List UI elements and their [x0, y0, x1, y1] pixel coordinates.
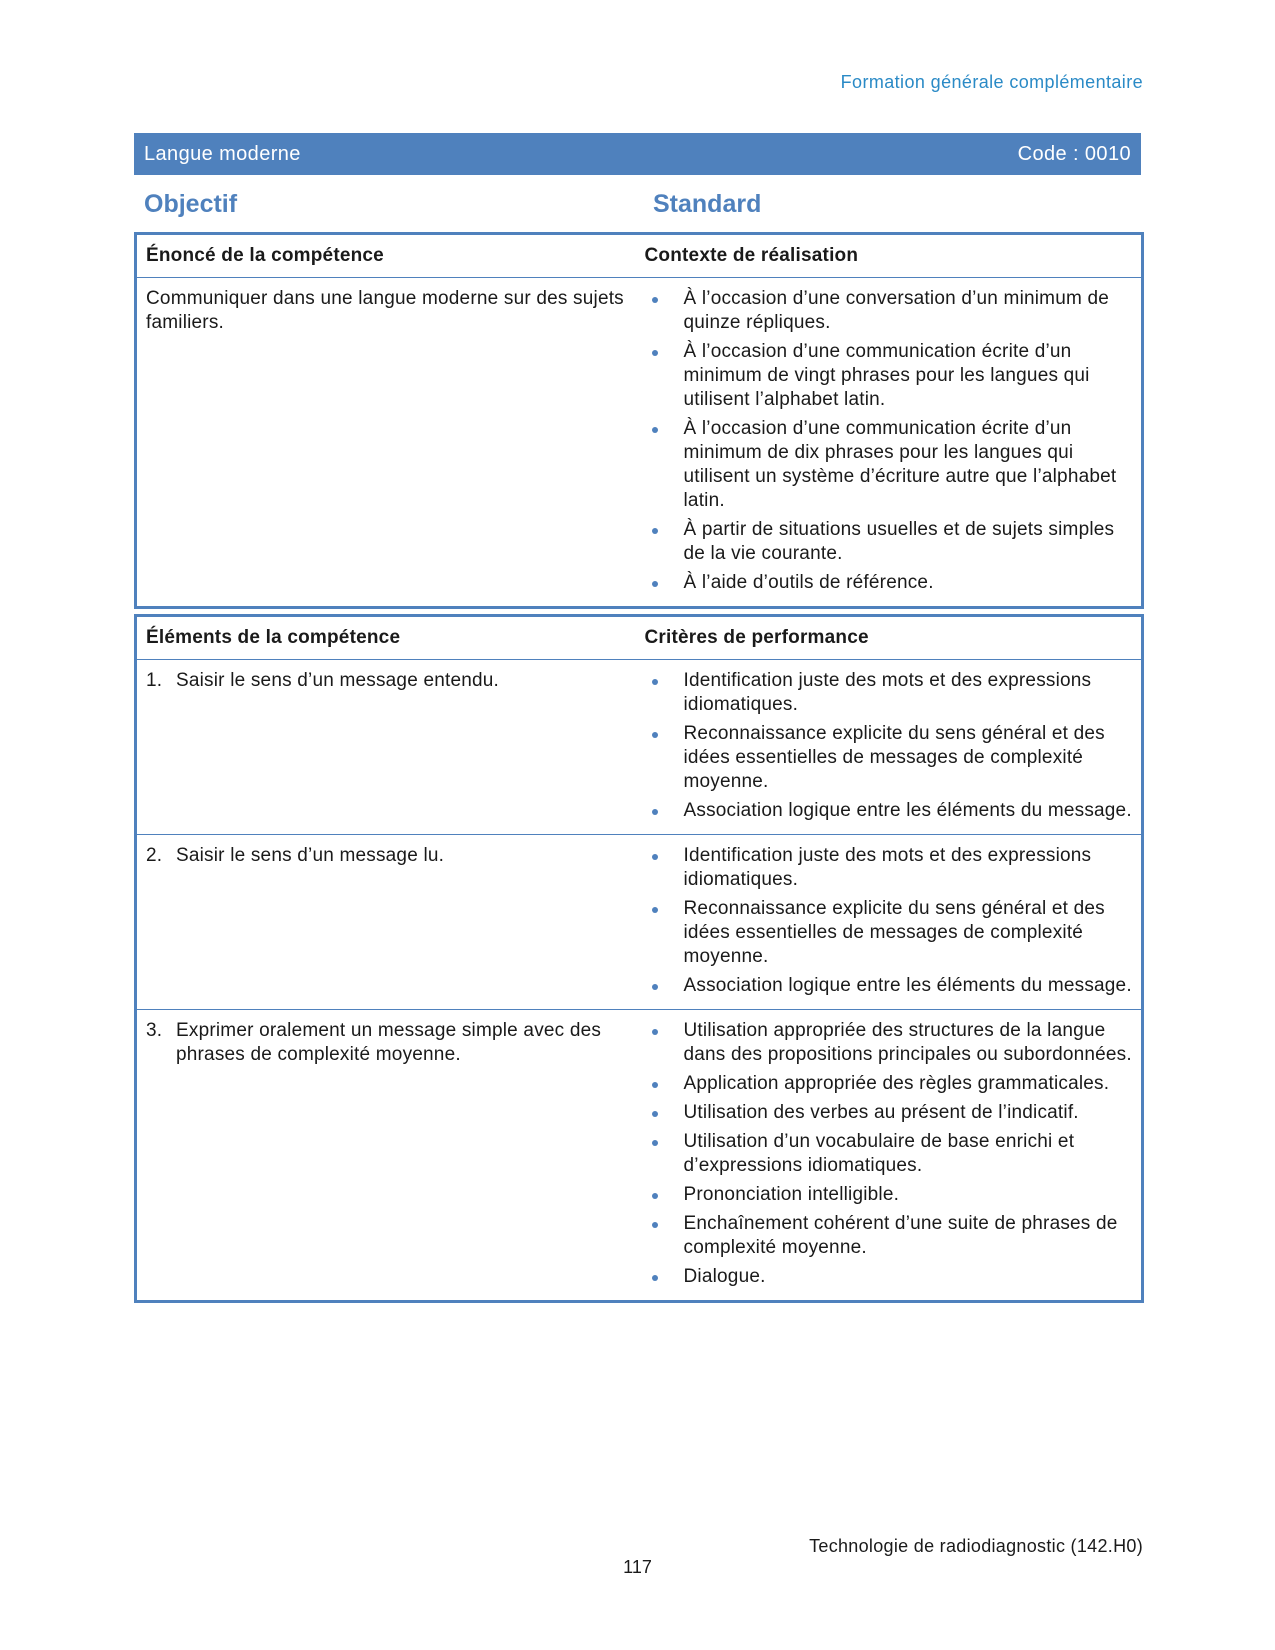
context-list — [645, 287, 1133, 595]
running-header: Formation générale complémentaire — [840, 72, 1143, 92]
footer-program: Technologie de radiodiagnostic (142.H0) — [809, 1536, 1143, 1556]
table-row — [136, 660, 1143, 835]
list-item: À l’occasion d’une communication écrite d’un minimum de dix phrases pour les langues qui utilisent un système d’écriture autre que l’alphabet latin. — [645, 417, 1133, 513]
list-item: Identification juste des mots et des expressions idiomatiques. — [645, 669, 1133, 717]
page-number: 117 — [623, 1557, 652, 1577]
criteria-list — [645, 1019, 1133, 1289]
list-item: À partir de situations usuelles et de sujets simples de la vie courante. — [645, 518, 1133, 566]
competency-elements-table — [134, 614, 1144, 1303]
list-item: Prononciation intelligible. — [645, 1183, 1133, 1207]
element-number: 1. — [146, 670, 163, 691]
list-item: Application appropriée des règles grammaticales. — [645, 1072, 1133, 1096]
competency-statement-table — [134, 232, 1144, 609]
list-item: Identification juste des mots et des expressions idiomatiques. — [645, 844, 1133, 892]
element-cell — [136, 1010, 636, 1302]
course-banner — [134, 133, 1141, 175]
element-text: Saisir le sens d’un message lu. — [176, 845, 445, 866]
list-item: Association logique entre les éléments du message. — [645, 799, 1133, 823]
table-row — [136, 835, 1143, 1010]
criteria-cell — [636, 660, 1143, 835]
list-item: Utilisation appropriée des structures de la langue dans des propositions principales ou subordonnées. — [645, 1019, 1133, 1067]
criteria-cell — [636, 835, 1143, 1010]
section-titles — [134, 190, 1141, 224]
element-cell — [136, 660, 636, 835]
list-item: Utilisation des verbes au présent de l’indicatif. — [645, 1101, 1133, 1125]
context-header: Contexte de réalisation — [636, 234, 1143, 278]
list-item: Dialogue. — [645, 1265, 1133, 1289]
element-cell — [136, 835, 636, 1010]
criteria-cell — [636, 1010, 1143, 1302]
list-item: Association logique entre les éléments du message. — [645, 974, 1133, 998]
element-number: 3. — [146, 1020, 163, 1041]
statement-header: Énoncé de la compétence — [136, 234, 636, 278]
criteria-list — [645, 669, 1133, 823]
elements-header: Éléments de la compétence — [136, 616, 636, 660]
list-item: À l’aide d’outils de référence. — [645, 571, 1133, 595]
list-item: À l’occasion d’une communication écrite d’un minimum de vingt phrases pour les langues qui utilisent l’alphabet latin. — [645, 340, 1133, 412]
competency-statement: Communiquer dans une langue moderne sur des sujets familiers. — [146, 288, 624, 333]
list-item: Utilisation d’un vocabulaire de base enrichi et d’expressions idiomatiques. — [645, 1130, 1133, 1178]
criteria-list — [645, 844, 1133, 998]
table-row — [136, 278, 1143, 608]
element-text: Exprimer oralement un message simple avec des phrases de complexité moyenne. — [176, 1020, 602, 1065]
context-cell — [636, 278, 1143, 608]
element-number: 2. — [146, 845, 163, 866]
list-item: À l’occasion d’une conversation d’un minimum de quinze répliques. — [645, 287, 1133, 335]
list-item: Reconnaissance explicite du sens général et des idées essentielles de messages de complexité moyenne. — [645, 897, 1133, 969]
list-item: Enchaînement cohérent d’une suite de phrases de complexité moyenne. — [645, 1212, 1133, 1260]
course-subject: Langue moderne — [144, 142, 301, 165]
list-item: Reconnaissance explicite du sens général et des idées essentielles de messages de complexité moyenne. — [645, 722, 1133, 794]
course-code: Code : 0010 — [1017, 142, 1131, 165]
standard-title: Standard — [653, 190, 762, 218]
table-row — [136, 1010, 1143, 1302]
criteria-header: Critères de performance — [636, 616, 1143, 660]
objective-title: Objectif — [144, 190, 238, 218]
element-text: Saisir le sens d’un message entendu. — [176, 670, 500, 691]
